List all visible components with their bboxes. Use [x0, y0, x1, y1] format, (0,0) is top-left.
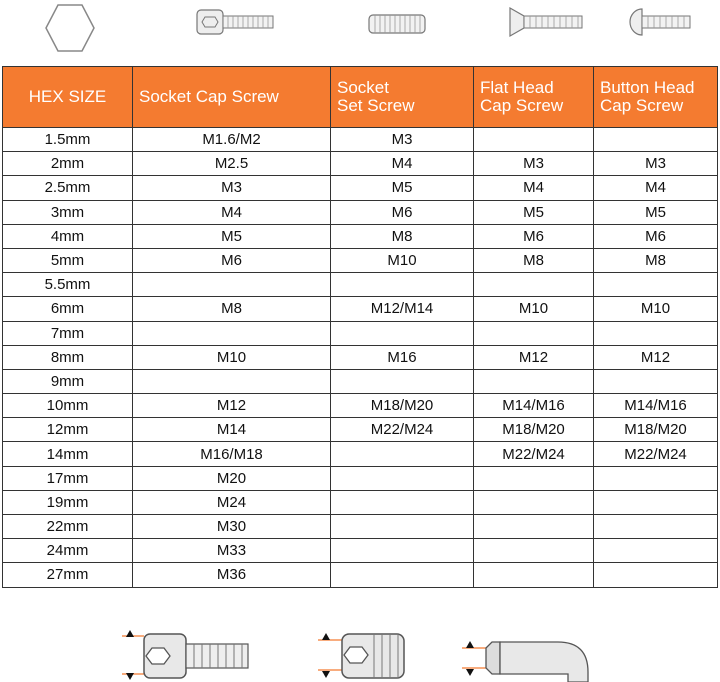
flat-head-cap-screw-cell: [474, 273, 594, 297]
flat-head-screw-icon: [508, 6, 586, 40]
table-row: [3, 224, 718, 248]
button-head-cap-screw-cell: M5: [594, 200, 718, 224]
socket-cap-screw-cell: M10: [133, 345, 331, 369]
hex-size-cell: 5.5mm: [3, 273, 133, 297]
button-head-cap-screw-cell: [594, 321, 718, 345]
hex-size-cell: 24mm: [3, 539, 133, 563]
button-head-cap-screw-cell: [594, 466, 718, 490]
socket-set-screw-cell: M22/M24: [331, 418, 474, 442]
table-row: [3, 490, 718, 514]
hex-size-cell: 4mm: [3, 224, 133, 248]
hex-size-cell: 27mm: [3, 563, 133, 587]
button-head-screw-icon: [628, 6, 694, 38]
table-row: [3, 152, 718, 176]
hex-size-cell: 7mm: [3, 321, 133, 345]
socket-cap-screw-cell: M33: [133, 539, 331, 563]
socket-set-screw-cell: [331, 369, 474, 393]
socket-cap-screw-cell: M6: [133, 248, 331, 272]
flat-head-cap-screw-cell: M5: [474, 200, 594, 224]
button-head-cap-screw-cell: M22/M24: [594, 442, 718, 466]
socket-set-screw-cell: M12/M14: [331, 297, 474, 321]
table-row: [3, 394, 718, 418]
socket-cap-screw-cell: M36: [133, 563, 331, 587]
table-row: [3, 369, 718, 393]
socket-cap-screw-cell: M1.6/M2: [133, 128, 331, 152]
socket-cap-screw-cell: [133, 273, 331, 297]
socket-set-screw-cell: M6: [331, 200, 474, 224]
button-head-cap-screw-cell: M14/M16: [594, 394, 718, 418]
header-socket-set-screw-line1: Socket: [337, 78, 389, 97]
header-flat-head-cap-screw: [474, 67, 594, 128]
socket-set-screw-cell: [331, 563, 474, 587]
socket-set-screw-cell: [331, 539, 474, 563]
button-head-cap-screw-cell: [594, 539, 718, 563]
header-socket-set-screw: [331, 67, 474, 128]
socket-cap-screw-cell: M14: [133, 418, 331, 442]
button-head-cap-screw-cell: M8: [594, 248, 718, 272]
socket-cap-screw-cell: M4: [133, 200, 331, 224]
header-socket-set-screw-line2: Set Screw: [337, 96, 415, 115]
header-button-head-line2: Cap Screw: [600, 96, 684, 115]
flat-head-cap-screw-cell: [474, 466, 594, 490]
flat-head-cap-screw-cell: M14/M16: [474, 394, 594, 418]
button-head-cap-screw-cell: M3: [594, 152, 718, 176]
socket-set-screw-cell: M4: [331, 152, 474, 176]
flat-head-cap-screw-cell: M22/M24: [474, 442, 594, 466]
table-row: [3, 128, 718, 152]
button-head-cap-screw-cell: M6: [594, 224, 718, 248]
socket-cap-screw-cell: M8: [133, 297, 331, 321]
header-button-head-cap-screw: [594, 67, 718, 128]
hex-size-cell: 2mm: [3, 152, 133, 176]
socket-set-screw-cell: [331, 490, 474, 514]
table-row: [3, 418, 718, 442]
flat-head-cap-screw-cell: [474, 490, 594, 514]
socket-set-screw-cell: [331, 442, 474, 466]
socket-set-screw-cell: M5: [331, 176, 474, 200]
socket-cap-head-measure-icon: [122, 630, 252, 682]
button-head-cap-screw-cell: [594, 515, 718, 539]
flat-head-cap-screw-cell: M6: [474, 224, 594, 248]
table-row: [3, 176, 718, 200]
measurement-illustration-row: [0, 620, 720, 682]
table-row: [3, 345, 718, 369]
hex-size-cell: 3mm: [3, 200, 133, 224]
hex-size-cell: 14mm: [3, 442, 133, 466]
header-hex-size-label: HEX SIZE: [28, 87, 107, 106]
socket-set-screw-cell: [331, 466, 474, 490]
hex-size-chart: [2, 66, 718, 588]
table-row: [3, 297, 718, 321]
socket-set-screw-cell: [331, 515, 474, 539]
hex-size-cell: 5mm: [3, 248, 133, 272]
table-row: [3, 466, 718, 490]
header-hex-size: [3, 67, 133, 128]
table-row: [3, 539, 718, 563]
hex-size-cell: 10mm: [3, 394, 133, 418]
header-button-head-line1: Button Head: [600, 78, 695, 97]
hex-size-cell: 12mm: [3, 418, 133, 442]
socket-set-screw-cell: [331, 273, 474, 297]
table-row: [3, 563, 718, 587]
button-head-cap-screw-cell: [594, 490, 718, 514]
header-socket-cap-screw-label: Socket Cap Screw: [139, 87, 279, 106]
button-head-cap-screw-cell: M12: [594, 345, 718, 369]
screw-illustration-row: [0, 0, 720, 66]
flat-head-cap-screw-cell: M12: [474, 345, 594, 369]
socket-cap-screw-icon: [195, 6, 277, 40]
socket-cap-screw-cell: M16/M18: [133, 442, 331, 466]
table-header-row: [3, 67, 718, 128]
set-screw-icon: [367, 12, 429, 36]
socket-set-screw-cell: M10: [331, 248, 474, 272]
hex-size-cell: 1.5mm: [3, 128, 133, 152]
button-head-cap-screw-cell: [594, 273, 718, 297]
socket-cap-screw-cell: M30: [133, 515, 331, 539]
hex-size-cell: 6mm: [3, 297, 133, 321]
socket-cap-screw-cell: M2.5: [133, 152, 331, 176]
socket-cap-screw-cell: M24: [133, 490, 331, 514]
table-row: [3, 442, 718, 466]
flat-head-cap-screw-cell: [474, 563, 594, 587]
socket-set-screw-cell: M16: [331, 345, 474, 369]
button-head-cap-screw-cell: M10: [594, 297, 718, 321]
button-head-cap-screw-cell: [594, 128, 718, 152]
socket-cap-screw-cell: M5: [133, 224, 331, 248]
socket-set-screw-cell: [331, 321, 474, 345]
button-head-cap-screw-cell: M4: [594, 176, 718, 200]
flat-head-cap-screw-cell: [474, 128, 594, 152]
socket-cap-screw-cell: M12: [133, 394, 331, 418]
socket-cap-screw-cell: M3: [133, 176, 331, 200]
set-screw-measure-icon: [318, 630, 408, 682]
socket-cap-screw-cell: [133, 369, 331, 393]
flat-head-cap-screw-cell: M10: [474, 297, 594, 321]
hex-key-measure-icon: [462, 632, 592, 682]
socket-cap-screw-cell: M20: [133, 466, 331, 490]
table-row: [3, 515, 718, 539]
flat-head-cap-screw-cell: M8: [474, 248, 594, 272]
flat-head-cap-screw-cell: [474, 321, 594, 345]
flat-head-cap-screw-cell: [474, 369, 594, 393]
hex-size-cell: 8mm: [3, 345, 133, 369]
table-row: [3, 273, 718, 297]
flat-head-cap-screw-cell: M3: [474, 152, 594, 176]
hex-size-cell: 19mm: [3, 490, 133, 514]
header-flat-head-line1: Flat Head: [480, 78, 554, 97]
table-body: [3, 128, 718, 588]
hex-size-cell: 17mm: [3, 466, 133, 490]
table-row: [3, 200, 718, 224]
socket-set-screw-cell: M8: [331, 224, 474, 248]
button-head-cap-screw-cell: [594, 563, 718, 587]
button-head-cap-screw-cell: [594, 369, 718, 393]
header-flat-head-line2: Cap Screw: [480, 96, 564, 115]
button-head-cap-screw-cell: M18/M20: [594, 418, 718, 442]
flat-head-cap-screw-cell: M18/M20: [474, 418, 594, 442]
flat-head-cap-screw-cell: [474, 515, 594, 539]
header-socket-cap-screw: [133, 67, 331, 128]
socket-cap-screw-cell: [133, 321, 331, 345]
hex-size-cell: 9mm: [3, 369, 133, 393]
flat-head-cap-screw-cell: [474, 539, 594, 563]
socket-set-screw-cell: M18/M20: [331, 394, 474, 418]
flat-head-cap-screw-cell: M4: [474, 176, 594, 200]
hex-size-cell: 2.5mm: [3, 176, 133, 200]
socket-set-screw-cell: M3: [331, 128, 474, 152]
hex-size-cell: 22mm: [3, 515, 133, 539]
table-row: [3, 248, 718, 272]
table-row: [3, 321, 718, 345]
hexagon-icon: [44, 3, 96, 53]
